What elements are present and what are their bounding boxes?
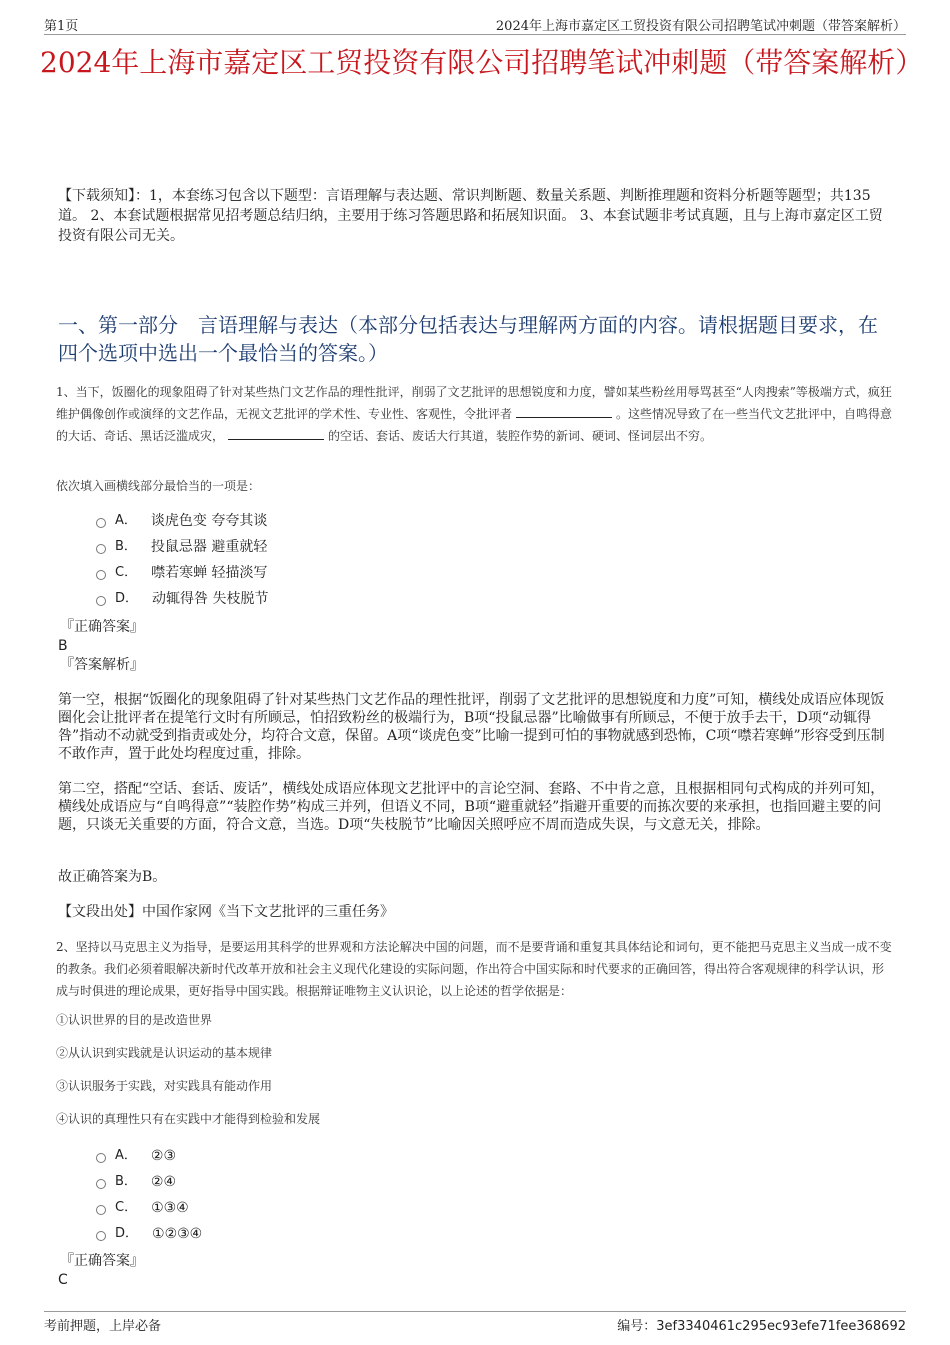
radio-icon[interactable] <box>96 1179 106 1189</box>
answer-label: 『正确答案』 <box>60 1253 144 1269</box>
radio-icon[interactable] <box>96 1205 106 1215</box>
statement-2: ②从认识到实践就是认识运动的基本规律 <box>56 1046 273 1060</box>
answer-value: C <box>58 1272 68 1288</box>
radio-icon[interactable] <box>96 570 106 580</box>
download-notice: 【下载须知】：1，本套练习包含以下题型：言语理解与表达题、常识判断题、数量关系题、判断推理题和资料分析题等题型；共135道。 2、本套试题根据常见招考题总结归纳，主要用于练习答题思路和拓展知识面。 3、本套试题非考试真题，且与上海市嘉定区工贸投资有限公司无关。 <box>58 188 883 244</box>
statement-4: ④认识的真理性只有在实践中才能得到检验和发展 <box>56 1112 321 1126</box>
radio-icon[interactable] <box>96 596 106 606</box>
question-2-options <box>96 1143 202 1247</box>
document-code: 编号：3ef3340461c295ec93efe71fee368692 <box>617 1319 906 1334</box>
page-footer <box>44 1311 906 1334</box>
option-c[interactable]: C． ①③④ <box>96 1195 202 1221</box>
answer-value: B <box>58 638 68 654</box>
footer-slogan: 考前押题，上岸必备 <box>44 1319 162 1334</box>
question-1-stem: 1、当下，饭圈化的现象阻碍了针对某些热门文艺作品的理性批评，削弱了文艺批评的思想锐度和力度，譬如某些粉丝用辱骂甚至“人肉搜索”等极端方式，疯狂维护偶像创作或演绎的文艺作品，无视文艺批评的学术性、专业性、客观性，令批评者 。这些情况导致了在一些当代文艺批评中，自鸣得意的大话、奇话、黑话泛滥成灾， 的空话、套话、废话大行其道，装腔作势的新词、硬词、怪词层出不穷。 <box>56 385 893 443</box>
radio-icon[interactable] <box>96 1231 106 1241</box>
page-number: 第1页 <box>44 19 79 34</box>
radio-icon[interactable] <box>96 1153 106 1163</box>
question-2-stem: 2、坚持以马克思主义为指导，是要运用其科学的世界观和方法论解决中国的问题，而不是要背诵和重复其具体结论和词句，更不能把马克思主义当成一成不变的教条。我们必须着眼解决新时代改革开放和社会主义现代化建设的实际问题，作出符合中国实际和时代要求的正确回答，得出符合客观规律的科学认识，形成与时俱进的理论成果，更好指导中国实践。根据辩证唯物主义认识论，以上论述的哲学依据是： <box>56 940 892 998</box>
option-d[interactable]: D． 动辄得咎 失枝脱节 <box>96 586 268 612</box>
option-a[interactable]: A． 谈虎色变 夸夸其谈 <box>96 508 268 534</box>
fill-blank-1 <box>516 405 612 418</box>
option-b[interactable]: B． ②④ <box>96 1169 202 1195</box>
analysis-paragraph-2: 第二空，搭配“空话、套话、废话”，横线处成语应体现文艺批评中的言论空洞、套路、不中肯之意，且根据相同句式构成的并列可知，横线处成语应与“自鸣得意”“装腔作势”构成三并列，但语义不同，B项“避重就轻”指避开重要的而拣次要的来承担，也指回避主要的问题，只谈无关重要的方面，符合文意，当选。D项“失枝脱节”比喻因关照呼应不周而造成失误，与文意无关，排除。 <box>58 781 885 833</box>
option-a[interactable]: A． ②③ <box>96 1143 202 1169</box>
question-1-options <box>96 508 268 612</box>
text-source: 【文段出处】中国作家网《当下文艺批评的三重任务》 <box>58 904 394 920</box>
radio-icon[interactable] <box>96 518 106 528</box>
radio-icon[interactable] <box>96 544 106 554</box>
analysis-label: 『答案解析』 <box>60 657 144 673</box>
question-1-instruction: 依次填入画横线部分最恰当的一项是： <box>56 479 261 493</box>
document-title: 2024年上海市嘉定区工贸投资有限公司招聘笔试冲刺题（带答案解析） <box>40 46 924 79</box>
section-title: 一、第一部分 言语理解与表达（本部分包括表达与理解两方面的内容。请根据题目要求，在四个选项中选出一个最恰当的答案。） <box>58 313 878 365</box>
page-header <box>44 14 906 35</box>
answer-label: 『正确答案』 <box>60 619 144 635</box>
statement-3: ③认识服务于实践，对实践具有能动作用 <box>56 1079 273 1093</box>
analysis-paragraph-1: 第一空，根据“饭圈化的现象阻碍了针对某些热门文艺作品的理性批评，削弱了文艺批评的思想锐度和力度”可知，横线处成语应体现饭圈化会让批评者在提笔行文时有所顾忌，怕招致粉丝的极端行为，B项“投鼠忌器”比喻做事有所顾忌，不便于放手去干，D项“动辄得咎”指动不动就受到指责或处分，均符合文意，保留。A项“谈虎色变”比喻一提到可怕的事物就感到恐怖，C项“噤若寒蝉”形容受到压制不敢作声，置于此处均程度过重，排除。 <box>58 692 885 762</box>
option-c[interactable]: C． 噤若寒蝉 轻描淡写 <box>96 560 268 586</box>
fill-blank-2 <box>228 427 324 440</box>
analysis-conclusion: 故正确答案为B。 <box>58 869 167 885</box>
header-doc-title: 2024年上海市嘉定区工贸投资有限公司招聘笔试冲刺题（带答案解析） <box>495 19 906 34</box>
statement-1: ①认识世界的目的是改造世界 <box>56 1013 213 1027</box>
option-b[interactable]: B． 投鼠忌器 避重就轻 <box>96 534 268 560</box>
option-d[interactable]: D． ①②③④ <box>96 1221 202 1247</box>
